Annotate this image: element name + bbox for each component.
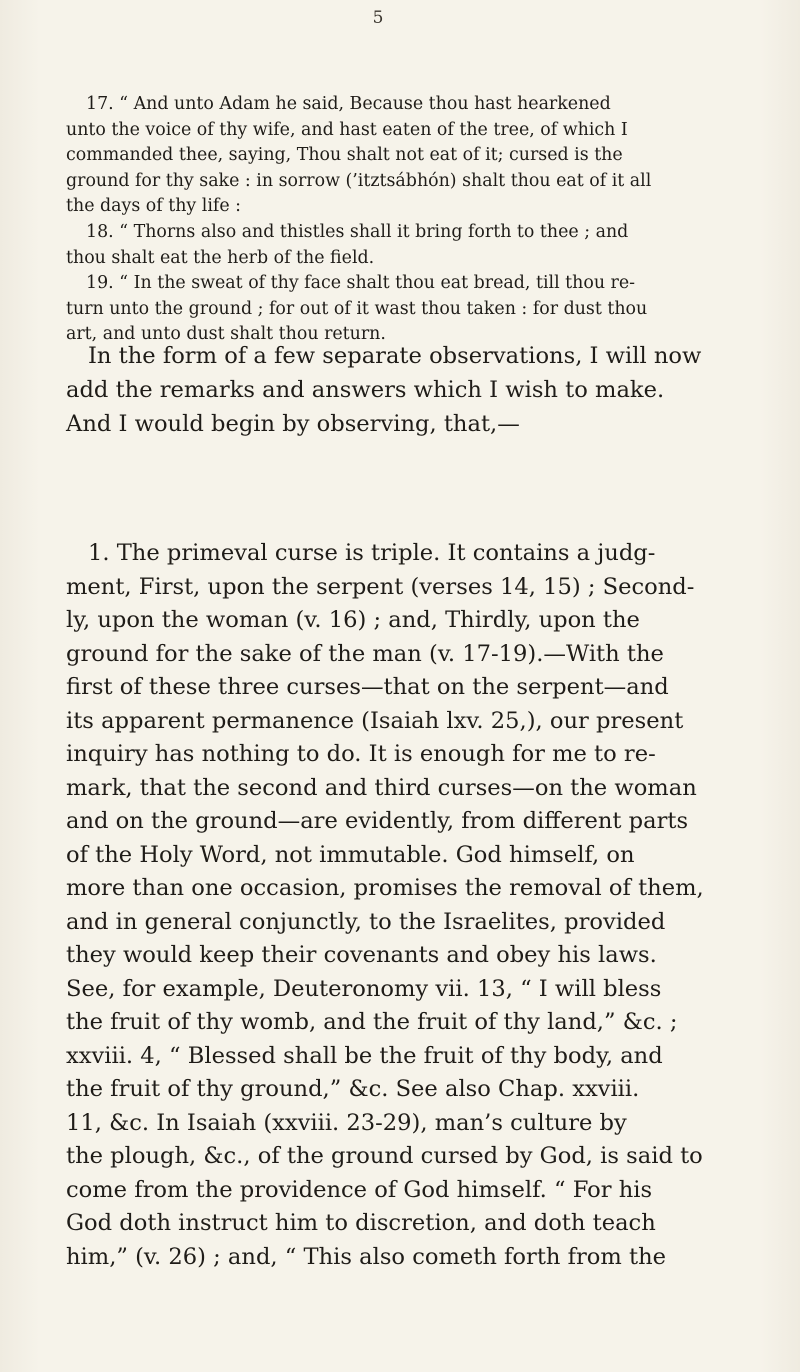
section-1-line-2: ment, First, upon the serpent (verses 14, 15) ; Second- <box>66 573 695 600</box>
section-1-line-17: the fruit of thy ground,” &c. See also Chap. xxviii. <box>66 1076 640 1102</box>
section-1-line-7: inquiry has nothing to do. It is enough for me to re- <box>66 741 656 767</box>
scripture-quotation <box>66 92 750 348</box>
section-1-line-14: See, for example, Deuteronomy vii. 13, “ I will bless <box>66 975 662 1002</box>
section-1-line-4: ground for the sake of the man (v. 17-19).—With the <box>66 640 664 667</box>
intro-line-1: In the form of a few separate observations, I will now <box>88 343 702 369</box>
section-1-line-10: of the Holy Word, not immutable. God himself, on <box>66 841 635 868</box>
section-1-paragraph <box>66 537 750 1274</box>
verse-17 <box>66 92 750 220</box>
verse-19 <box>66 271 750 348</box>
section-1-line-21: God doth instruct him to discretion, and doth teach <box>66 1210 656 1236</box>
page-number: 5 <box>372 8 384 28</box>
section-1-line-5: first of these three curses—that on the serpent—and <box>66 674 669 700</box>
section-1-line-13: they would keep their covenants and obey his laws. <box>66 942 657 968</box>
verse-19-line-3: art, and unto dust shalt thou return. <box>66 324 386 345</box>
verse-17-line-2: unto the voice of thy wife, and hast eaten of the tree, of which I <box>66 119 628 140</box>
verse-17-line-5: the days of thy life : <box>66 196 242 217</box>
intro-line-3: And I would begin by observing, that,— <box>66 410 520 437</box>
section-1-line-16: xxviii. 4, “ Blessed shall be the fruit of thy body, and <box>66 1042 663 1069</box>
section-1-line-3: ly, upon the woman (v. 16) ; and, Thirdly, upon the <box>66 607 640 633</box>
intro-line-2: add the remarks and answers which I wish to make. <box>66 376 665 403</box>
verse-19-line-1: 19. “ In the sweat of thy face shalt thou eat bread, till thou re- <box>86 273 636 294</box>
verse-17-line-3: commanded thee, saying, Thou shalt not eat of it; cursed is the <box>66 145 623 166</box>
section-1-line-18: 11, &c. In Isaiah (xxviii. 23-29), man’s culture by <box>66 1109 627 1136</box>
verse-17-line-1: 17. “ And unto Adam he said, Because thou hast hearkened <box>86 94 611 114</box>
verse-19-line-2: turn unto the ground ; for out of it wast thou taken : for dust thou <box>66 298 648 319</box>
verse-18-line-1: 18. “ Thorns also and thistles shall it bring forth to thee ; and <box>86 221 629 242</box>
section-1-line-12: and in general conjunctly, to the Israelites, provided <box>66 908 666 935</box>
section-1-text <box>66 537 750 1274</box>
section-1-line-19: the plough, &c., of the ground cursed by God, is said to <box>66 1143 703 1169</box>
intro-paragraph <box>66 340 750 442</box>
section-1-line-6: its apparent permanence (Isaiah lxv. 25,), our present <box>66 707 684 734</box>
section-1-line-8: mark, that the second and third curses—on the woman <box>66 774 697 801</box>
section-1-line-11: more than one occasion, promises the removal of them, <box>66 875 704 901</box>
section-1-line-20: come from the providence of God himself. “ For his <box>66 1176 653 1203</box>
verse-17-line-4: ground for thy sake : in sorrow (’itztsábhón) shalt thou eat of it all <box>66 170 652 191</box>
section-1-line-1: 1. The primeval curse is triple. It contains a judg- <box>88 540 656 566</box>
section-1-line-22: him,” (v. 26) ; and, “ This also cometh forth from the <box>66 1243 667 1270</box>
intro-text <box>66 340 750 442</box>
verse-18 <box>66 220 750 271</box>
section-1-line-15: the fruit of thy womb, and the fruit of thy land,” &c. ; <box>66 1009 678 1035</box>
section-1-line-9: and on the ground—are evidently, from different parts <box>66 808 689 834</box>
verse-18-line-2: thou shalt eat the herb of the field. <box>66 247 375 268</box>
